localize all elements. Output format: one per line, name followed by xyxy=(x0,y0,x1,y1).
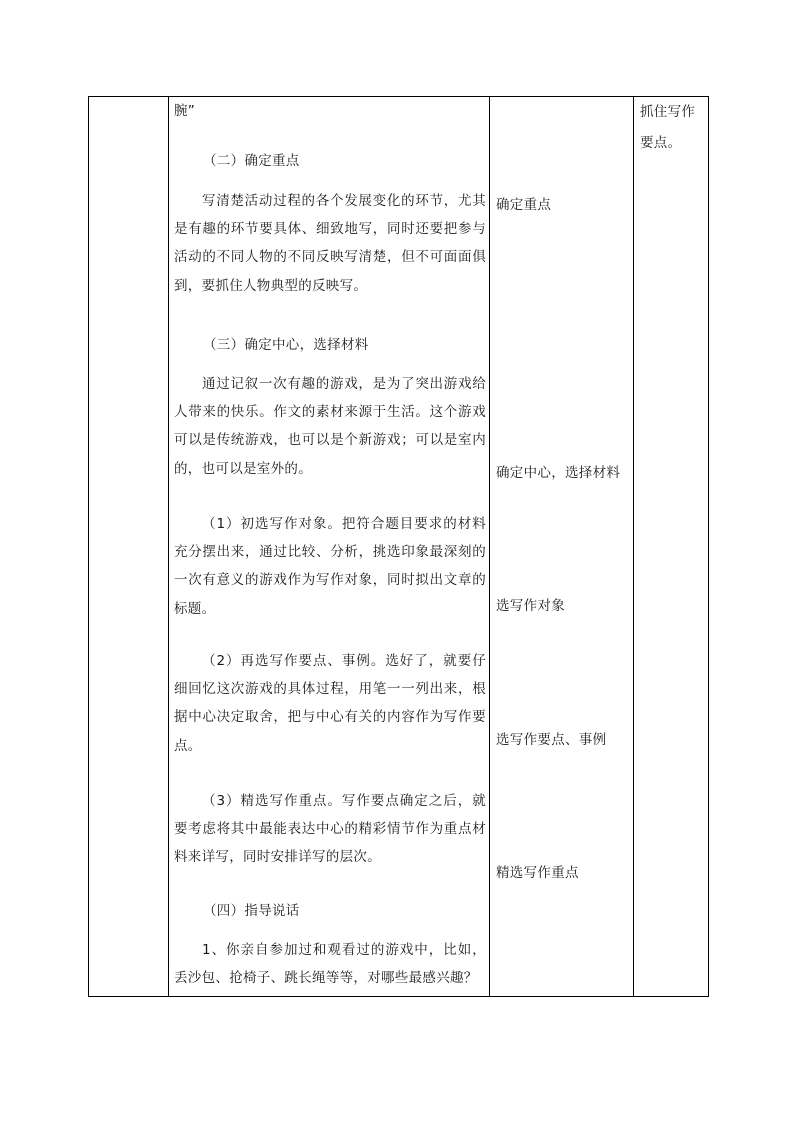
heading-confirm-focus: （二）确定重点 xyxy=(203,153,300,169)
paragraph-center-materials: 通过记叙一次有趣的游戏，是为了突出游戏给人带来的快乐。作文的素材来源于生活。这个游戏可以是传统游戏，也可以是个新游戏；可以是室内的，也可以是室外的。 xyxy=(174,376,486,477)
step-1-text: （1）初选写作对象。把符合题目要求的材料充分摆出来，通过比较、分析，挑选印象最深刻的一次有意义的游戏作为写作对象，同时拟出文章的标题。 xyxy=(174,516,486,617)
teaching-content-cell xyxy=(169,97,490,997)
intent-text: 抓住写作要点。 xyxy=(640,104,696,151)
activity-choose-topic: 选写作对象 xyxy=(496,598,565,614)
activity-center-materials: 确定中心，选择材料 xyxy=(496,465,621,481)
paragraph-confirm-focus: 写清楚活动过程的各个发展变化的环节，尤其是有趣的环节要具体、细致地写，同时还要把参与活动的不同人物的不同反映写清楚，但不可面面俱到，要抓住人物典型的反映写。 xyxy=(174,193,486,294)
blank-left-cell xyxy=(89,97,169,997)
top-fragment-text: 腕” xyxy=(174,103,196,119)
table-row xyxy=(89,97,709,997)
activity-choose-points: 选写作要点、事例 xyxy=(496,732,607,748)
question-1-text: 1、你亲自参加过和观看过的游戏中，比如，丢沙包、抢椅子、跳长绳等等，对哪些最感兴趣？ xyxy=(174,942,486,987)
heading-speaking-guide: （四）指导说话 xyxy=(203,903,300,919)
lesson-plan-table xyxy=(88,96,709,997)
step-3-text: （3）精选写作重点。写作要点确定之后，就要考虑将其中最能表达中心的精彩情节作为重点材料来详写，同时安排详写的层次。 xyxy=(174,793,486,866)
activity-confirm-focus: 确定重点 xyxy=(496,197,552,213)
heading-center-materials: （三）确定中心，选择材料 xyxy=(203,337,369,353)
activity-select-focus: 精选写作重点 xyxy=(496,865,579,881)
step-2-text: （2）再选写作要点、事例。选好了，就要仔细回忆这次游戏的具体过程，用笔一一列出来，根据中心决定取舍，把与中心有关的内容作为写作要点。 xyxy=(174,653,486,754)
design-intent-cell xyxy=(634,97,709,997)
student-activity-cell xyxy=(490,97,634,997)
